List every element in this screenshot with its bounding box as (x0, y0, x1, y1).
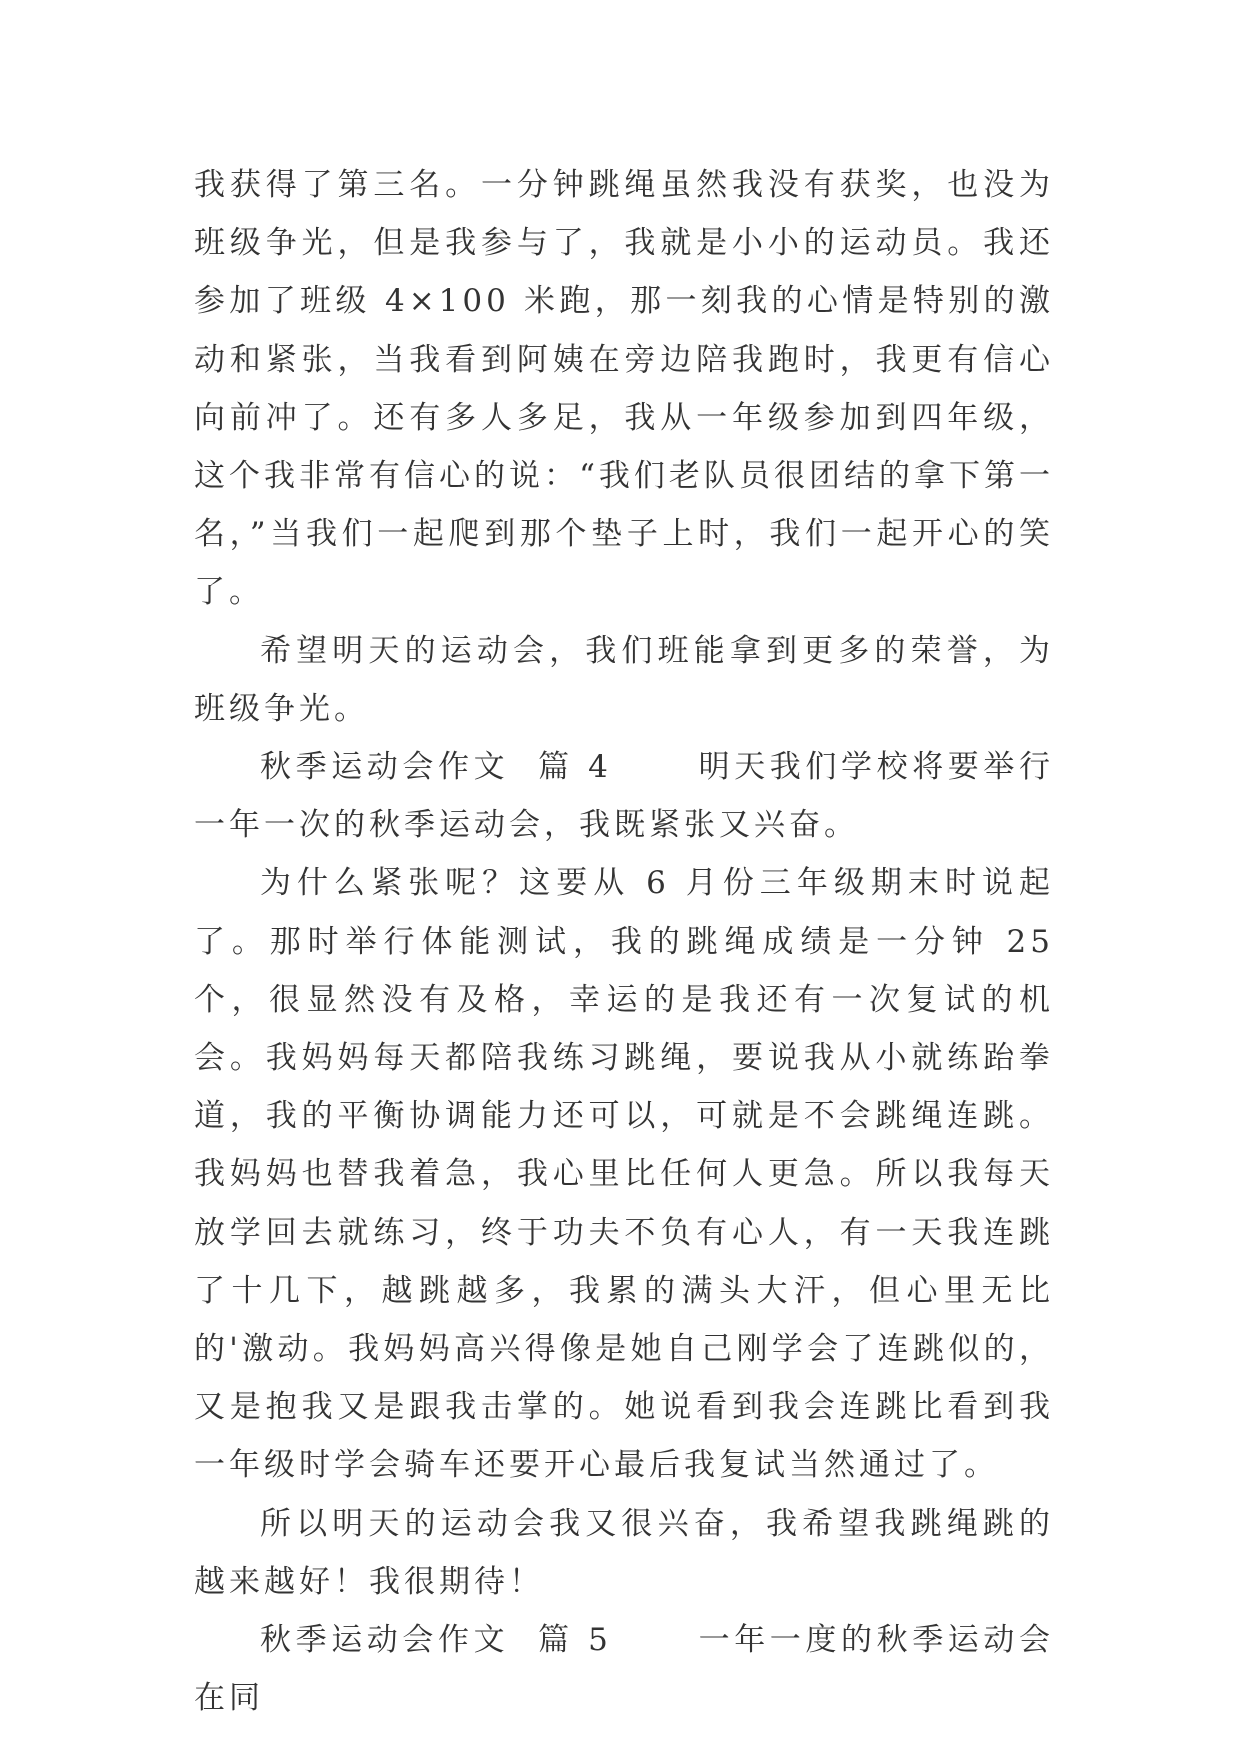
paragraph-text: 希望明天的运动会，我们班能拿到更多的荣誉，为班级争光。 (194, 632, 1054, 727)
paragraph-2 (194, 622, 1054, 738)
paragraph-6 (194, 1611, 1054, 1727)
paragraph-text: 一年一度的秋季运动会在同 (194, 1622, 1055, 1717)
section-heading: 秋季运动会作文 篇 4 (260, 749, 612, 786)
paragraph-text: 所以明天的运动会我又很兴奋，我希望我跳绳跳的越来越好！我很期待！ (194, 1505, 1054, 1600)
paragraph-text: 明天我们学校将要举行一年一次的秋季运动会，我既紧张又兴奋。 (194, 749, 1055, 844)
paragraph-5 (194, 1495, 1054, 1611)
paragraph-4 (194, 854, 1054, 1494)
section-heading: 秋季运动会作文 篇 5 (260, 1622, 612, 1659)
paragraph-1 (194, 156, 1054, 622)
paragraph-text: 为什么紧张呢？这要从 6 月份三年级期末时说起了。那时举行体能测试，我的跳绳成绩是一分钟 25 个，很显然没有及格，幸运的是我还有一次复试的机会。我妈妈每天都陪我练习跳绳，要说我从小就练跆拳道，我的平衡协调能力还可以，可就是不会跳绳连跳。我妈妈也替我着急，我心里比任何人更急。所以我每天放学回去就练习，终于功夫不负有心人，有一天我连跳了十几下，越跳越多，我累的满头大汗，但心里无比的'激动。我妈妈高兴得像是她自己刚学会了连跳似的，又是抱我又是跟我击掌的。她说看到我会连跳比看到我一年级时学会骑车还要开心最后我复试当然通过了。 (194, 865, 1054, 1484)
paragraph-3 (194, 738, 1054, 854)
document-body (194, 156, 1054, 1727)
paragraph-text: 我获得了第三名。一分钟跳绳虽然我没有获奖，也没为班级争光，但是我参与了，我就是小小的运动员。我还参加了班级 4×100 米跑，那一刻我的心情是特别的激动和紧张，当我看到阿姨在旁边陪我跑时，我更有信心向前冲了。还有多人多足，我从一年级参加到四年级，这个我非常有信心的说：“我们老队员很团结的拿下第一名，”当我们一起爬到那个垫子上时，我们一起开心的笑了。 (194, 167, 1054, 611)
